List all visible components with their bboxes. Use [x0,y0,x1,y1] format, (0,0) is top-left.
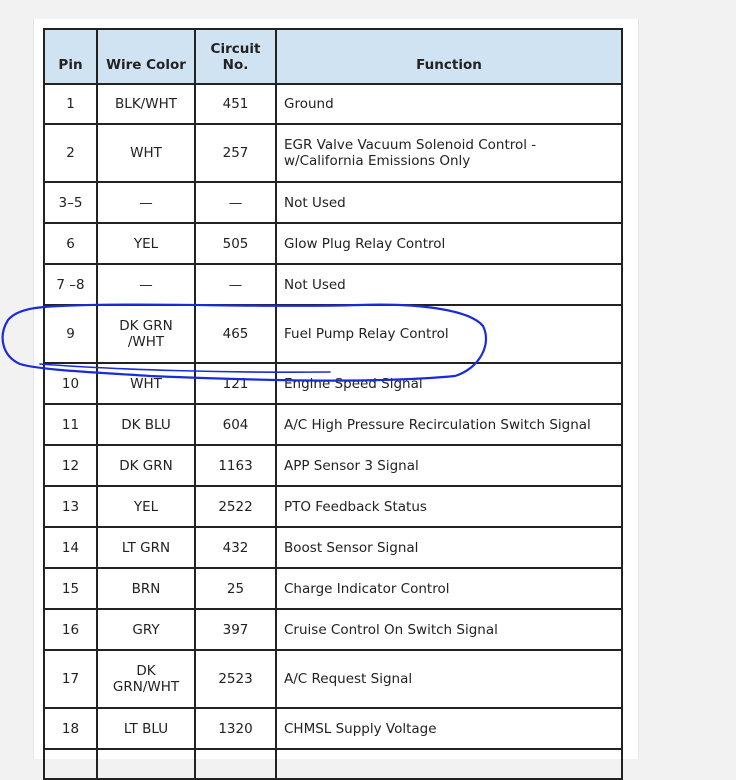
cell-function: A/C Request Signal [276,650,622,708]
table-row [44,568,622,609]
cell-function: PTO Feedback Status [276,486,622,527]
cell-circuit-no: — [195,264,276,305]
cell-circuit-no: 397 [195,609,276,650]
cell-circuit-no: 2523 [195,650,276,708]
table-row [44,305,622,363]
cell-function: Cruise Control On Switch Signal [276,609,622,650]
cell-pin: 17 [44,650,97,708]
cell-pin: 6 [44,223,97,264]
cell-circuit-no [195,749,276,779]
cell-pin: 13 [44,486,97,527]
table-row [44,363,622,404]
table-row [44,182,622,223]
cell-circuit-no: 604 [195,404,276,445]
table-row [44,264,622,305]
cell-wire-color [97,749,195,779]
cell-wire-color: YEL [97,223,195,264]
cell-wire-color: LT GRN [97,527,195,568]
cell-circuit-no: 432 [195,527,276,568]
header-wire-color: Wire Color [97,29,195,84]
cell-pin: 12 [44,445,97,486]
cell-circuit-no: 1163 [195,445,276,486]
cell-pin: 15 [44,568,97,609]
cell-function: APP Sensor 3 Signal [276,445,622,486]
cell-wire-color: BLK/WHT [97,84,195,124]
table-row [44,527,622,568]
header-pin: Pin [44,29,97,84]
connector-pinout-table [43,28,623,780]
cell-wire-color: GRY [97,609,195,650]
header-circuit-no: Circuit No. [195,29,276,84]
table-row [44,223,622,264]
cell-circuit-no: 121 [195,363,276,404]
table-row [44,708,622,749]
cell-function: Not Used [276,264,622,305]
cell-pin: 10 [44,363,97,404]
cell-circuit-no: 25 [195,568,276,609]
cell-function: Ground [276,84,622,124]
cell-function: Glow Plug Relay Control [276,223,622,264]
cell-circuit-no: 451 [195,84,276,124]
cell-function: Engine Speed Signal [276,363,622,404]
cell-wire-color: DK GRN /WHT [97,305,195,363]
cell-wire-color: WHT [97,363,195,404]
table-row [44,445,622,486]
cell-circuit-no: 2522 [195,486,276,527]
cell-wire-color: DK GRN/WHT [97,650,195,708]
cell-wire-color: BRN [97,568,195,609]
cell-wire-color: LT BLU [97,708,195,749]
table-row [44,609,622,650]
cell-pin: 1 [44,84,97,124]
cell-pin: 9 [44,305,97,363]
cell-circuit-no: 465 [195,305,276,363]
table-row [44,650,622,708]
cell-pin: 2 [44,124,97,182]
cell-wire-color: — [97,182,195,223]
cell-pin: 3–5 [44,182,97,223]
cell-wire-color: YEL [97,486,195,527]
table-row [44,84,622,124]
cell-wire-color: DK BLU [97,404,195,445]
cell-function: Fuel Pump Relay Control [276,305,622,363]
cell-circuit-no: — [195,182,276,223]
cell-function: Boost Sensor Signal [276,527,622,568]
cell-circuit-no: 505 [195,223,276,264]
cell-circuit-no: 257 [195,124,276,182]
cell-pin: 11 [44,404,97,445]
cell-wire-color: WHT [97,124,195,182]
cell-wire-color: — [97,264,195,305]
table-row [44,124,622,182]
cell-function [276,749,622,779]
cell-pin: 7 –8 [44,264,97,305]
cell-function: A/C High Pressure Recirculation Switch Signal [276,404,622,445]
table-row [44,486,622,527]
cell-function: Charge Indicator Control [276,568,622,609]
cell-pin [44,749,97,779]
cell-pin: 18 [44,708,97,749]
table-row [44,404,622,445]
cell-pin: 16 [44,609,97,650]
cell-function: EGR Valve Vacuum Solenoid Control - w/California Emissions Only [276,124,622,182]
cell-function: Not Used [276,182,622,223]
cell-function: CHMSL Supply Voltage [276,708,622,749]
table-row [44,749,622,779]
cell-wire-color: DK GRN [97,445,195,486]
table-header-row [44,29,622,84]
cell-pin: 14 [44,527,97,568]
cell-circuit-no: 1320 [195,708,276,749]
header-function: Function [276,29,622,84]
